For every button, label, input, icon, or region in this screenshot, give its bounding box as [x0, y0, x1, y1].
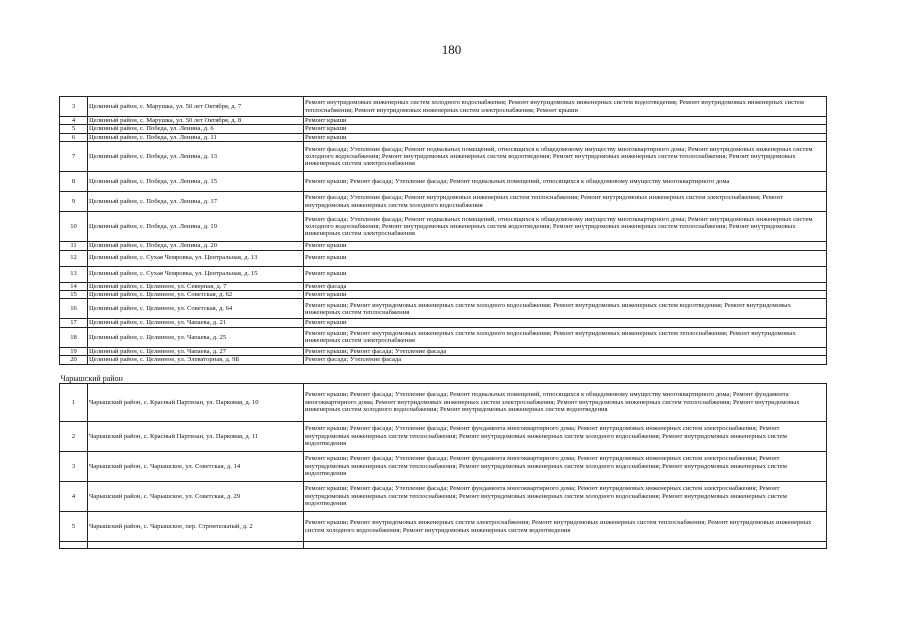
- table-row: [60, 327, 827, 347]
- table-row: [60, 299, 827, 319]
- row-number: 3: [60, 97, 88, 117]
- table-body-charysh: [60, 384, 827, 542]
- row-number: 7: [60, 142, 88, 172]
- row-number: 5: [60, 512, 88, 542]
- row-number: 1: [60, 384, 88, 422]
- works-cell: Ремонт крыши: [304, 266, 827, 282]
- table-row: [60, 319, 827, 327]
- table-row: [60, 482, 827, 512]
- row-number: 5: [60, 125, 88, 133]
- row-number: 2: [60, 422, 88, 452]
- works-cell: Ремонт крыши: [304, 117, 827, 125]
- table-row: [60, 266, 827, 282]
- row-number: 17: [60, 319, 88, 327]
- works-cell: Ремонт фасада; Утепление фасада; Ремонт подвальных помещений, относящихся к общедомовому имуществу многоквартирного дома; Ремонт внутридомовых инженерных систем холодного водоснабжения; Ремонт внутридомовых инженерных систем водоотведения; Ремонт внутридомовых инженерных систем теплоснабжения; Ремонт внутридомовых инженерных систем электроснабжения: [304, 212, 827, 242]
- row-number: 10: [60, 212, 88, 242]
- repair-table: [59, 96, 827, 549]
- address-cell: Целинный район, с. Целинное, ул. Чапаева, д. 25: [88, 327, 304, 347]
- works-cell: Ремонт крыши: [304, 125, 827, 133]
- row-number: 12: [60, 250, 88, 266]
- row-number: 20: [60, 356, 88, 364]
- address-cell: Чарышский район, с. Чарышское, ул. Советская, д. 14: [88, 452, 304, 482]
- address-cell: Целинный район, с. Победа, ул. Ленина, д. 17: [88, 192, 304, 212]
- address-cell: Чарышский район, с. Чарышское, пер. Строительный, д. 2: [88, 512, 304, 542]
- address-cell: Целинный район, с. Целинное, ул. Советская, д. 62: [88, 291, 304, 299]
- works-cell: Ремонт крыши: [304, 250, 827, 266]
- section-header: [60, 364, 827, 383]
- address-cell: Целинный район, с. Сухая Чемровка, ул. Центральная, д. 15: [88, 266, 304, 282]
- works-cell: Ремонт крыши; Ремонт внутридомовых инженерных систем холодного водоснабжения; Ремонт внутридомовых инженерных систем теплоснабжения; Ремонт внутридомовых инженерных систем электроснабжения: [304, 327, 827, 347]
- blank-cell: [304, 542, 827, 549]
- table-row: [60, 291, 827, 299]
- row-number: 19: [60, 347, 88, 355]
- works-cell: Ремонт крыши: [304, 319, 827, 327]
- address-cell: Целинный район, с. Целинное, ул. Советская, д. 64: [88, 299, 304, 319]
- section-row: [60, 364, 827, 383]
- table-body-tselinny: [60, 97, 827, 365]
- blank-cell: [88, 542, 304, 549]
- table-row: [60, 97, 827, 117]
- address-cell: Целинный район, с. Целинное, ул. Северная, д. 7: [88, 282, 304, 290]
- row-number: 16: [60, 299, 88, 319]
- works-cell: Ремонт фасада; Утепление фасада; Ремонт внутридомовых инженерных систем теплоснабжения; Ремонт внутридомовых инженерных систем электроснабжения; Ремонт внутридомовых инженерных систем холодного водоснабжения: [304, 192, 827, 212]
- works-cell: Ремонт крыши; Ремонт внутридомовых инженерных систем холодного водоснабжения; Ремонт внутридомовых инженерных систем водоотведения; Ремонт внутридомовых инженерных систем теплоснабжения: [304, 299, 827, 319]
- works-cell: Ремонт крыши: [304, 242, 827, 250]
- address-cell: Целинный район, с. Победа, ул. Ленина, д. 11: [88, 133, 304, 141]
- works-cell: Ремонт фасада; Утепление фасада: [304, 356, 827, 364]
- row-number: 8: [60, 172, 88, 192]
- works-cell: Ремонт крыши; Ремонт фасада; Утепление фасада; Ремонт подвальных помещений, относящихся к общедомовому имуществу многоквартирного дома: [304, 172, 827, 192]
- address-cell: Целинный район, с. Сухая Чемровка, ул. Центральная, д. 13: [88, 250, 304, 266]
- table-row: [60, 250, 827, 266]
- page-number: 180: [441, 42, 462, 57]
- table-row: [60, 125, 827, 133]
- table-row: [60, 142, 827, 172]
- table-row: [60, 452, 827, 482]
- address-cell: Целинный район, с. Победа, ул. Ленина, д. 6: [88, 125, 304, 133]
- row-number: 18: [60, 327, 88, 347]
- table-row: [60, 212, 827, 242]
- works-cell: Ремонт крыши: [304, 291, 827, 299]
- address-cell: Чарышский район, с. Красный Партизан, ул. Парковая, д. 11: [88, 422, 304, 452]
- address-cell: Целинный район, с. Победа, ул. Ленина, д. 19: [88, 212, 304, 242]
- row-number: 4: [60, 117, 88, 125]
- row-number: 14: [60, 282, 88, 290]
- works-cell: Ремонт крыши; Ремонт внутридомовых инженерных систем электроснабжения; Ремонт внутридомовых инженерных систем теплоснабжения; Ремонт внутридомовых инженерных систем холодного водоснабжения; Ремонт внутридомовых инженерных систем водоотведения: [304, 512, 827, 542]
- row-number: 13: [60, 266, 88, 282]
- table-row: [60, 356, 827, 364]
- row-number: 9: [60, 192, 88, 212]
- address-cell: Чарышский район, с. Красный Партизан, ул. Парковая, д. 10: [88, 384, 304, 422]
- section-title: Чарышский район: [60, 364, 827, 383]
- table-row: [60, 422, 827, 452]
- works-cell: Ремонт крыши; Ремонт фасада; Утепление фасада; Ремонт фундамента многоквартирного дома; Ремонт внутридомовых инженерных систем электроснабжения; Ремонт внутридомовых инженерных систем теплоснабжения; Ремонт внутридомовых инженерных систем холодного водоснабжения; Ремонт внутридомовых инженерных систем водоотведения: [304, 452, 827, 482]
- address-cell: Целинный район, с. Победа, ул. Ленина, д. 13: [88, 142, 304, 172]
- table-row: [60, 133, 827, 141]
- table-row: [60, 347, 827, 355]
- row-number: 15: [60, 291, 88, 299]
- works-cell: Ремонт крыши; Ремонт фасада; Утепление фасада; Ремонт фундамента многоквартирного дома; Ремонт внутридомовых инженерных систем электроснабжения; Ремонт внутридомовых инженерных систем теплоснабжения; Ремонт внутридомовых инженерных систем холодного водоснабжения; Ремонт внутридомовых инженерных систем водоотведения: [304, 482, 827, 512]
- address-cell: Целинный район, с. Победа, ул. Ленина, д. 20: [88, 242, 304, 250]
- address-cell: Целинный район, с. Победа, ул. Ленина, д. 15: [88, 172, 304, 192]
- row-number: 4: [60, 482, 88, 512]
- works-cell: Ремонт крыши; Ремонт фасада; Утепление фасада: [304, 347, 827, 355]
- works-cell: Ремонт внутридомовых инженерных систем холодного водоснабжения; Ремонт внутридомовых инженерных систем водоотведения; Ремонт внутридомовых инженерных систем теплоснабжения; Ремонт внутридомовых инженерных систем электроснабжения; Ремонт крыши: [304, 97, 827, 117]
- blank-cell: [60, 542, 88, 549]
- address-cell: Чарышский район, с. Чарышское, ул. Советская, д. 29: [88, 482, 304, 512]
- address-cell: Целинный район, с. Целинное, ул. Чапаева, д. 27: [88, 347, 304, 355]
- works-cell: Ремонт крыши; Ремонт фасада; Утепление фасада; Ремонт подвальных помещений, относящихся к общедомовому имуществу многоквартирного дома; Ремонт фундамента многоквартирного дома; Ремонт внутридомовых инженерных систем электроснабжения; Ремонт внутридомовых инженерных систем теплоснабжения; Ремонт внутридомовых инженерных систем холодного водоснабжения; Ремонт внутридомовых инженерных систем водоотведения: [304, 384, 827, 422]
- row-number: 6: [60, 133, 88, 141]
- works-cell: Ремонт фасада; Утепление фасада; Ремонт подвальных помещений, относящихся к общедомовому имуществу многоквартирного дома; Ремонт внутридомовых инженерных систем холодного водоснабжения; Ремонт внутридомовых инженерных систем водоотведения; Ремонт внутридомовых инженерных систем теплоснабжения; Ремонт внутридомовых инженерных систем электроснабжения: [304, 142, 827, 172]
- table-row: [60, 172, 827, 192]
- row-number: 11: [60, 242, 88, 250]
- table-row: [60, 117, 827, 125]
- table-row: [60, 242, 827, 250]
- address-cell: Целинный район, с. Марушка, ул. 50 лет Октября, д. 8: [88, 117, 304, 125]
- blank-row: [60, 542, 827, 549]
- address-cell: Целинный район, с. Целинное, ул. Чапаева, д. 21: [88, 319, 304, 327]
- address-cell: Целинный район, с. Марушка, ул. 50 лет Октября, д. 7: [88, 97, 304, 117]
- row-number: 3: [60, 452, 88, 482]
- works-cell: Ремонт фасада: [304, 282, 827, 290]
- table-row: [60, 192, 827, 212]
- table-row: [60, 512, 827, 542]
- table-row: [60, 282, 827, 290]
- works-cell: Ремонт крыши: [304, 133, 827, 141]
- address-cell: Целинный район, с. Целинное, ул. Элеваторная, д. 9Б: [88, 356, 304, 364]
- table-row: [60, 384, 827, 422]
- works-cell: Ремонт крыши; Ремонт фасада; Утепление фасада; Ремонт фундамента многоквартирного дома; Ремонт внутридомовых инженерных систем электроснабжения; Ремонт внутридомовых инженерных систем теплоснабжения; Ремонт внутридомовых инженерных систем холодного водоснабжения; Ремонт внутридомовых инженерных систем водоотведения: [304, 422, 827, 452]
